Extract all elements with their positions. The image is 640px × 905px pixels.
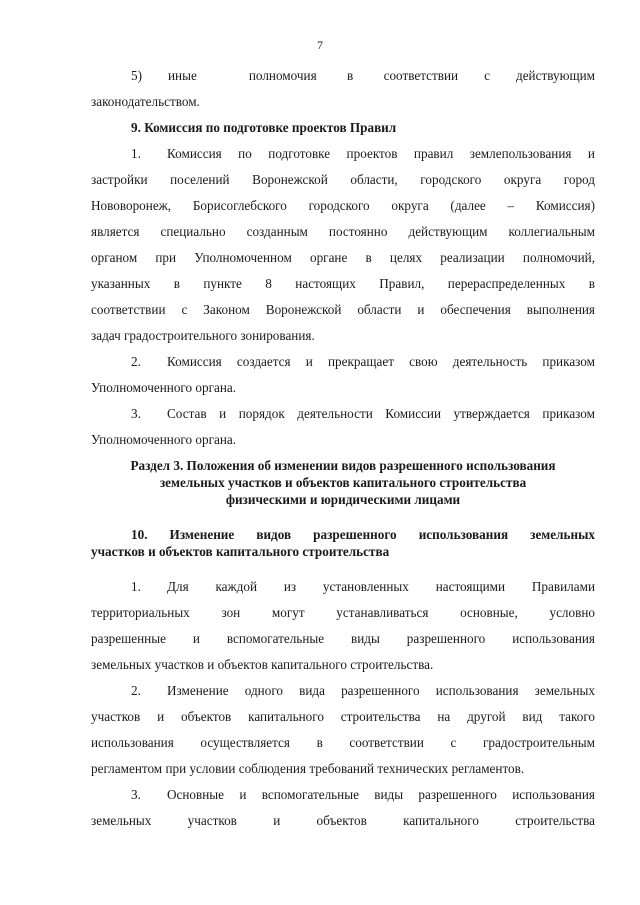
- text-span: Изменение одного вида разрешенного использования земельных: [167, 683, 595, 698]
- text-line: задач градостроительного зонирования.: [91, 328, 315, 343]
- text-line: Уполномоченного органа.: [91, 380, 237, 395]
- text-span: Комиссия по подготовке проектов правил землепользования и: [167, 146, 595, 161]
- text-line: законодательством.: [91, 94, 200, 109]
- item-number: 1.: [131, 146, 141, 161]
- paragraph-line: [131, 354, 595, 370]
- paragraph-line: [131, 683, 595, 699]
- chapter-heading: Раздел 3. Положения об изменении видов разрешенного использования: [130, 458, 556, 473]
- text-line: регламентом при условии соблюдения требований технических регламентов.: [91, 761, 525, 776]
- text-span: Состав и порядок деятельности Комиссии утверждается приказом: [167, 406, 595, 421]
- chapter-heading: земельных участков и объектов капитального строительства: [159, 475, 527, 490]
- text-line: земельных участков и объектов капитального строительства.: [91, 657, 434, 672]
- text-span: Основные и вспомогательные виды разрешенного использования: [167, 787, 595, 802]
- item-number: 2.: [131, 354, 141, 369]
- text-line: участков и объектов капитального строительства на другой вид такого: [91, 709, 595, 724]
- item-number: 3.: [131, 787, 141, 802]
- paragraph-line: [131, 146, 595, 162]
- text-line: земельных участков и объектов капитального строительства: [91, 813, 595, 828]
- text-line: соответствии с Законом Воронежской области и обеспечения выполнения: [91, 302, 595, 317]
- text-line: органом при Уполномоченном органе в целях реализации полномочий,: [91, 250, 595, 265]
- item-number: 2.: [131, 683, 141, 698]
- text-line: разрешенные и вспомогательные виды разрешенного использования: [91, 631, 595, 646]
- item-number: 1.: [131, 579, 141, 594]
- text-line: застройки поселений Воронежской области, городского округа город: [91, 172, 595, 187]
- text-span: Комиссия создается и прекращает свою деятельность приказом: [167, 354, 595, 369]
- text-line: Уполномоченного органа.: [91, 432, 237, 447]
- text-span: Для каждой из установленных настоящими Правилами: [167, 579, 595, 594]
- page-number: 7: [317, 38, 323, 52]
- text-line: указанных в пункте 8 настоящих Правил, перераспределенных в: [91, 276, 595, 291]
- paragraph-line: [131, 406, 595, 422]
- item-number: 3.: [131, 406, 141, 421]
- text-line: 5) иные полномочия в соответствии с действующим: [131, 68, 595, 83]
- text-line: использования осуществляется в соответствии с градостроительным: [91, 735, 595, 750]
- text-line: Нововоронеж, Борисоглебского городского округа (далее – Комиссия): [91, 198, 595, 213]
- text-line: территориальных зон могут устанавливаться основные, условно: [91, 605, 595, 620]
- section-heading: 10. Изменение видов разрешенного использования земельных: [131, 527, 595, 542]
- section-heading: участков и объектов капитального строительства: [91, 544, 390, 559]
- chapter-heading: физическими и юридическими лицами: [225, 492, 461, 507]
- paragraph-line: [131, 579, 595, 595]
- paragraph-line: [131, 787, 595, 803]
- section-heading: 9. Комиссия по подготовке проектов Правил: [131, 120, 397, 135]
- text-line: является специально созданным постоянно действующим коллегиальным: [91, 224, 595, 239]
